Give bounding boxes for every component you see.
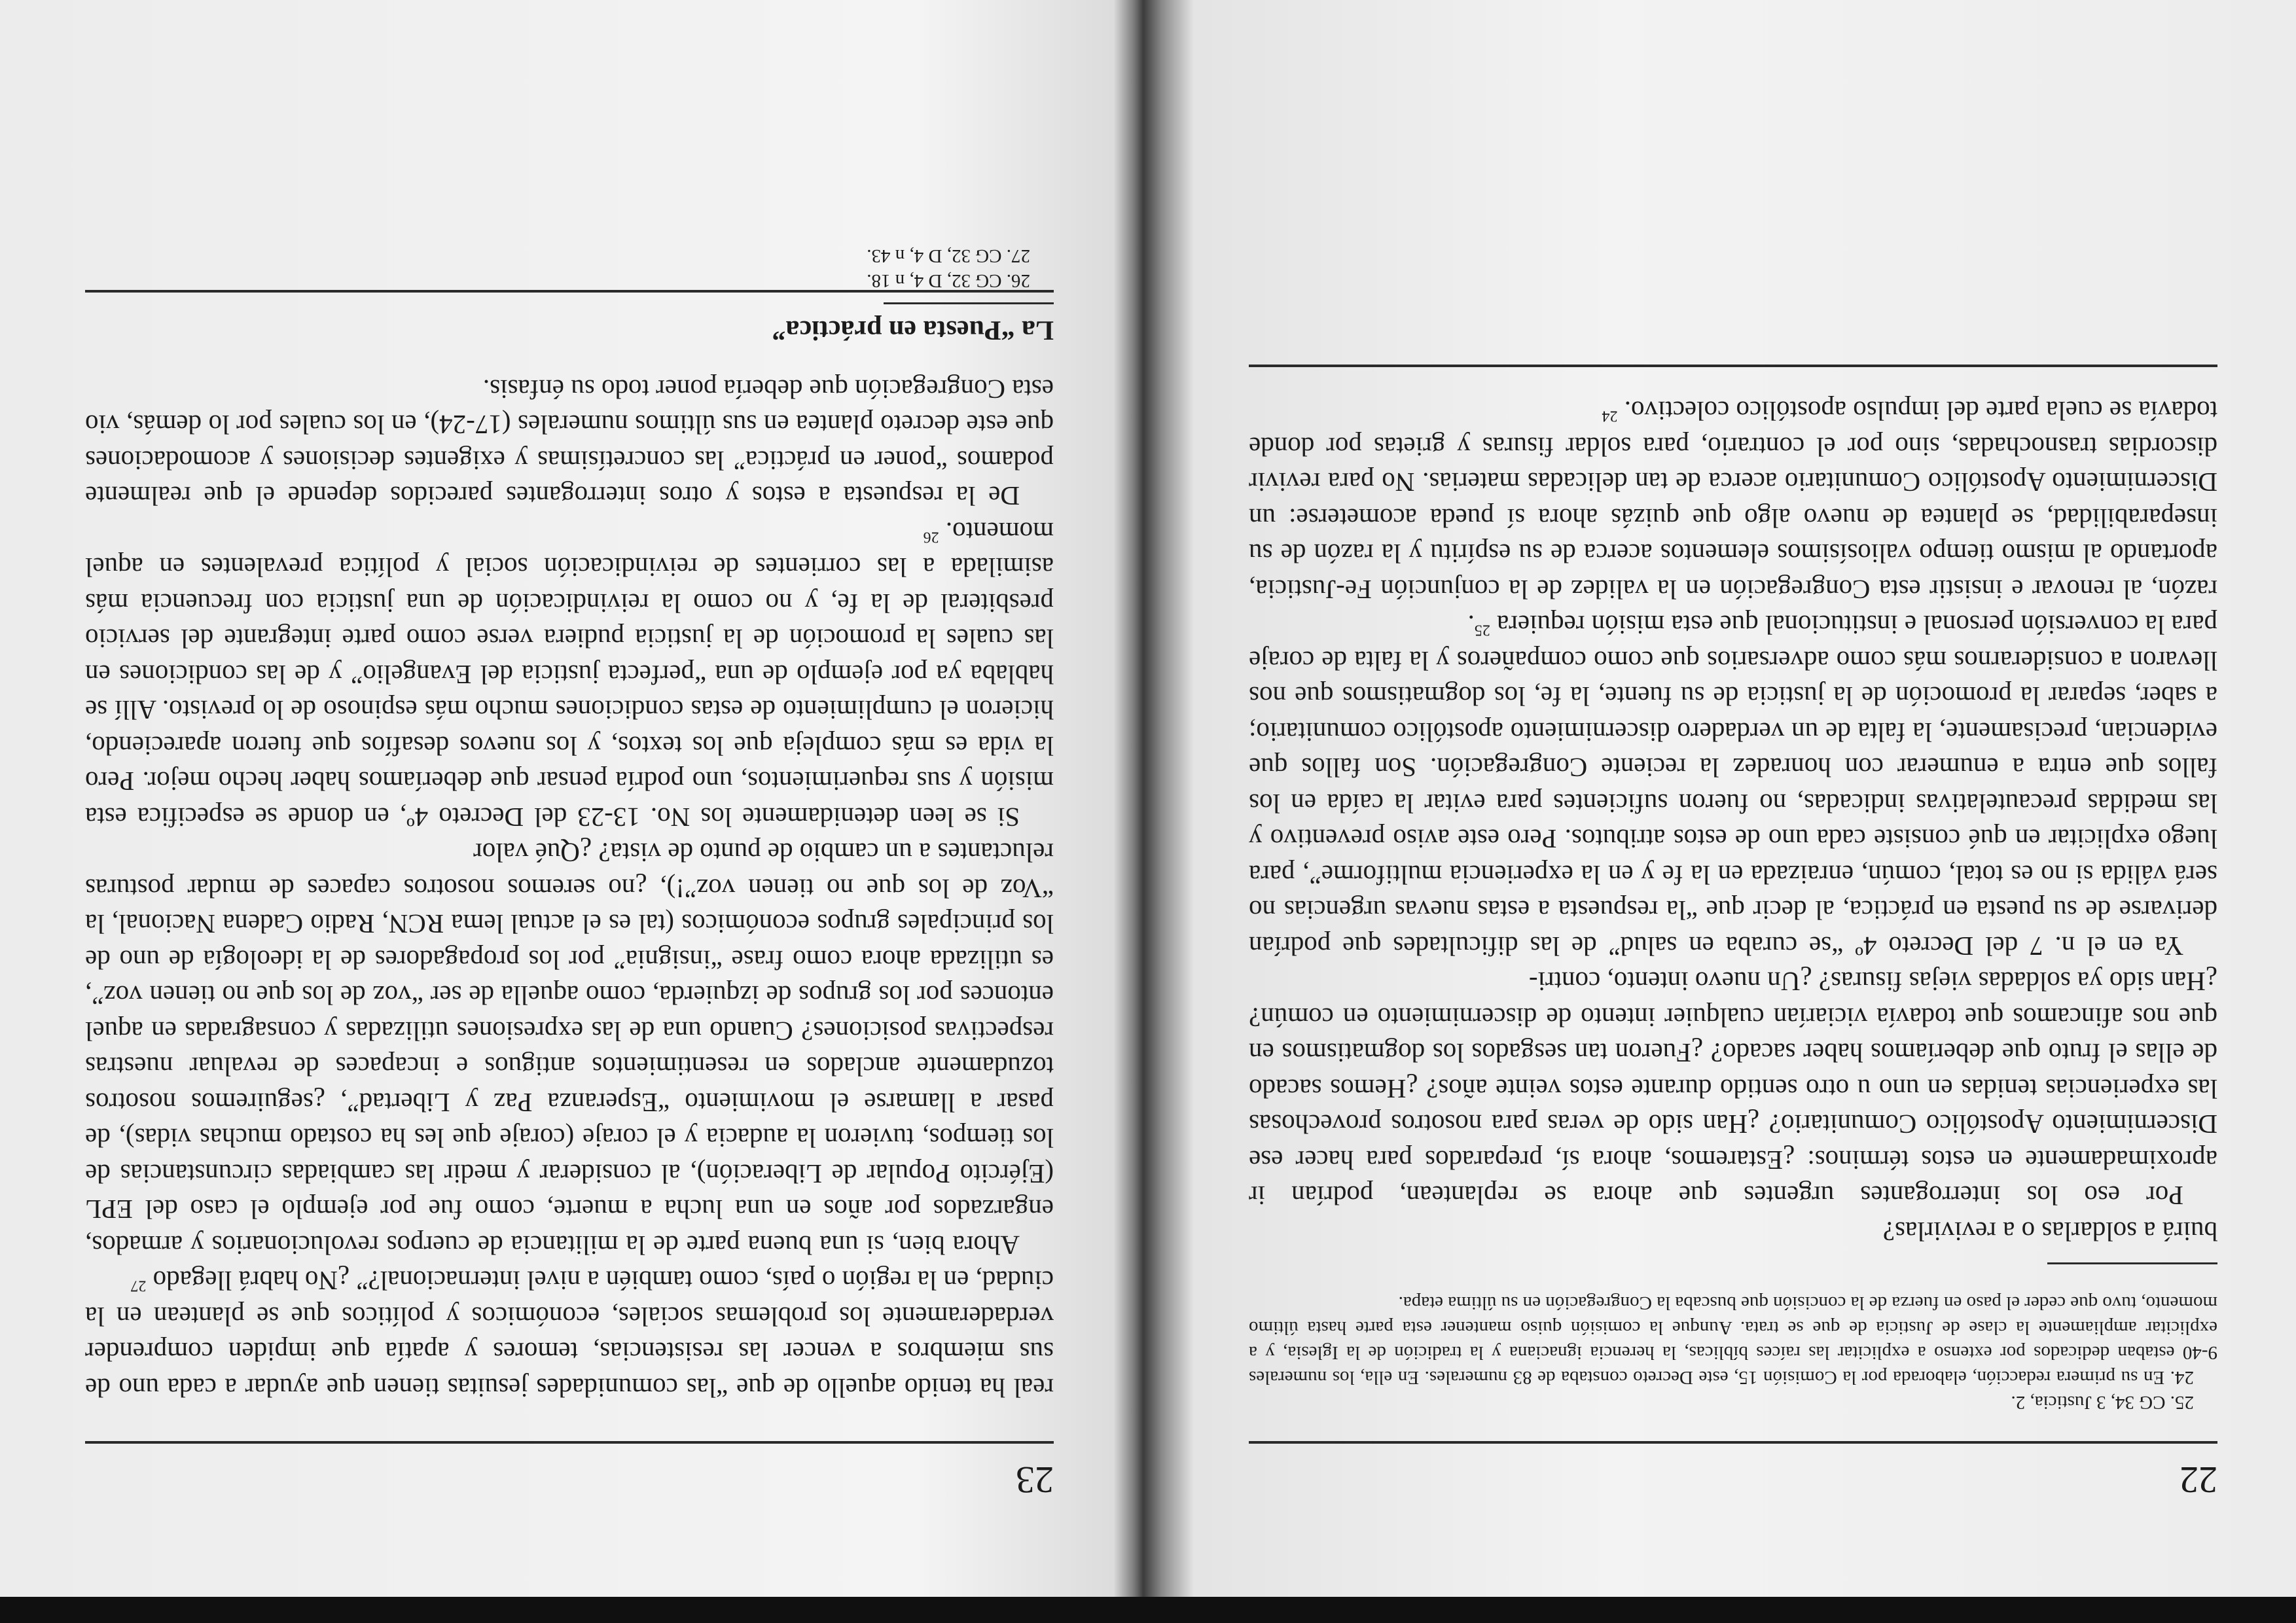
footnotes [1249,1291,2217,1415]
paragraph: Por eso los interrogantes urgentes que ahora se replantean, podrían ir aproximadamente en estos términos: ¿Estaremos, ahora sí, preparados para hacer ese Discernimiento Apostólico Comunitario? ¿Han sido de veras para nosotros provechosas las experiencias tenidas en uno u otro sentido durante estos veinte años? ¿Hemos sacado de ellas el fruto que deberíamos haber sacado? ¿Fueron tan sesgados los dogmatismos en que nos afincamos que todavía viciarían cualquier intento de discernimiento en común? ¿Han sido ya soldadas viejas fisuras? ¿Un nuevo intento, contri- [1249,967,2217,1211]
page-number: 22 [2179,1459,2217,1501]
footnote: 26. CG 32, D 4, n 18. [867,270,1030,291]
paragraph: Si se leen detenidamente los No. 13-23 del Decreto 4º, en donde se especifica esta misión y sus requerimientos, uno podría pensar que deberíamos haber hecho mejor. Pero la vida es más compleja que los textos, y los nuevos desafíos que fueron apareciendo, hicieron el cumplimiento de estas condiciones mucho más espinoso de lo previsto. Allí se hablaba ya por ejemplo de una “perfecta justicia del Evangelio” y de las condiciones en las cuales la promoción de la justicia pudiera verse como parte integrante del servicio presbiteral de la fe, y no como la reivindicación de una justicia con frecuencia más asimilada a las corrientes de reivindicación social y política prevalentes en aquel momento. $^{26}$ [85,517,1054,832]
paragraph: razón, al renovar e insistir esta Congregación en la validez de la conjunción Fe-Justicia, aportando al mismo tiempo valiosísimos elementos acerca de su espíritu y la razón de su inseparabilidad, se plantea de nuevo algo que quizás ahora sí pueda acometerse: un Discernimiento Apostólico Comunitario acerca de tan delicadas materias. No para revivir discordias trasnochadas, sino por el contrario, para soldar fisuras y grietas por donde todavía se cuela parte del impulso apostólico colectivo. $^{24}$ [1249,396,2217,605]
footnote-marker: 25 [1474,622,1490,639]
top-rule [1249,365,2217,367]
page-body [85,291,1054,1406]
section-heading: La “Puesta en práctica” [772,315,1054,346]
footnote-rule [2047,1262,2217,1264]
footnote: 24. En su primera redacción, elaborada por la Comisión 15, este Decreto constaba de 83 numerales. En ella, los numerales 9-40 estaban dedicados por extenso a explicitar las raíces bíblicas, la herencia ignaciana y la tradición de la Iglesia, y a explicitar ampliamente la clase de Justicia de que se trata. Aunque la comisión quiso mantener esta parte hasta último momento, tuvo que ceder el paso en fuerza de la concisión que buscaba la Congregación en su última etapa. [1249,1293,2217,1388]
page-23 [0,0,1132,1597]
footnote-marker: 27 [130,1277,147,1295]
header-rule [85,1441,1054,1444]
scanner-edge [0,1597,2296,1623]
footnote-marker: 26 [923,528,939,546]
footnote: 27. CG 32, D 4, n 43. [867,245,1030,266]
paragraph: buirá a soldarlas o a revivirlas? [1882,1217,2217,1247]
page-body [1249,365,2217,1249]
paragraph: real ha tenido aquello de que “las comunidades jesuitas tienen que ayudar a cada uno de sus miembros a vencer las resistencias, temores y apatía que impiden comprender verdaderamente los problemas sociales, económicos y políticos que se plantean en la ciudad, en la región o país, como también a nivel internacional?” ¿No habrá llegado $^{27}$ [85,1266,1054,1403]
section-rule [85,291,1054,293]
footnote-marker: 24 [1602,408,1618,425]
footnote: 25. CG 34, 3 Justicia, 2. [2011,1392,2194,1413]
paragraph: De la respuesta a estos y otros interrogantes parecidos depende el que realmente podamos “poner en práctica” las concretísimas y exigentes decisiones y acomodaciones que este decreto plantea en sus últimos numerales (17-24), en los cuales por lo demás, vio esta Congregación que debería poner todo su énfasis. [85,374,1054,512]
header-rule [1249,1441,2217,1444]
page-number: 23 [1016,1459,1054,1501]
paragraph: Ahora bien, si una buena parte de la militancia de cuerpos revolucionarios y armados, engarzados por años en una lucha a muerte, como fue por ejemplo el caso del EPL (Ejército Popular de Liberación), al considerar y medir las cambiadas circunstancias de los tiempos, tuvieron la audacia y el coraje (coraje que les ha costado muchas vidas), de pasar a llamarse el movimiento “Esperanza Paz y Libertad”, ¿seguiremos nosotros tozudamente anclados en resentimientos antiguos e incapaces de revaluar nuestras respectivas posiciones? Cuando una de las expresiones utilizadas y consagradas en aquel entonces por los grupos de izquierda, como aquella de ser “voz de los que no tienen voz”, es utilizada ahora como frase “insignia” por los propagadores de la ideología de uno de los principales grupos económicos (tal es el actual lema RCN, Radio Cadena Nacional, la “Voz de los que no tienen voz”!), ¿no seremos nosotros capaces de mudar posturas reluctantes a un cambio de punto de vista? ¿Qué valor [85,838,1054,1260]
paragraph: Ya en el n. 7 del Decreto 4º “se curaba en salud” de las dificultades que podrían derivarse de su puesta en práctica, al decir que “la respuesta a estas nuevas urgencias no será válida si no es total, común, enraizada en la fe y en la experiencia multiforme”, para luego explicitar en qué consiste cada uno de estos atributos. Pero este aviso preventivo y las medidas precautelativas indicadas, no fueron suficientes para evitar la caída en los fallos que entra a enumerar con honradez la reciente Congregación. Son fallos que evidencian, precisamente, la falta de un verdadero discernimiento apostólico comunitario; a saber, separar la promoción de la justicia de su fuente, la fe, los dogmatismos que nos llevaron a considerarnos más como adversarios que como compañeros y la falta de coraje para la conversión personal e institucional que esta misión requiera $^{25}$. [1249,610,2217,961]
page-22 [1164,0,2296,1597]
